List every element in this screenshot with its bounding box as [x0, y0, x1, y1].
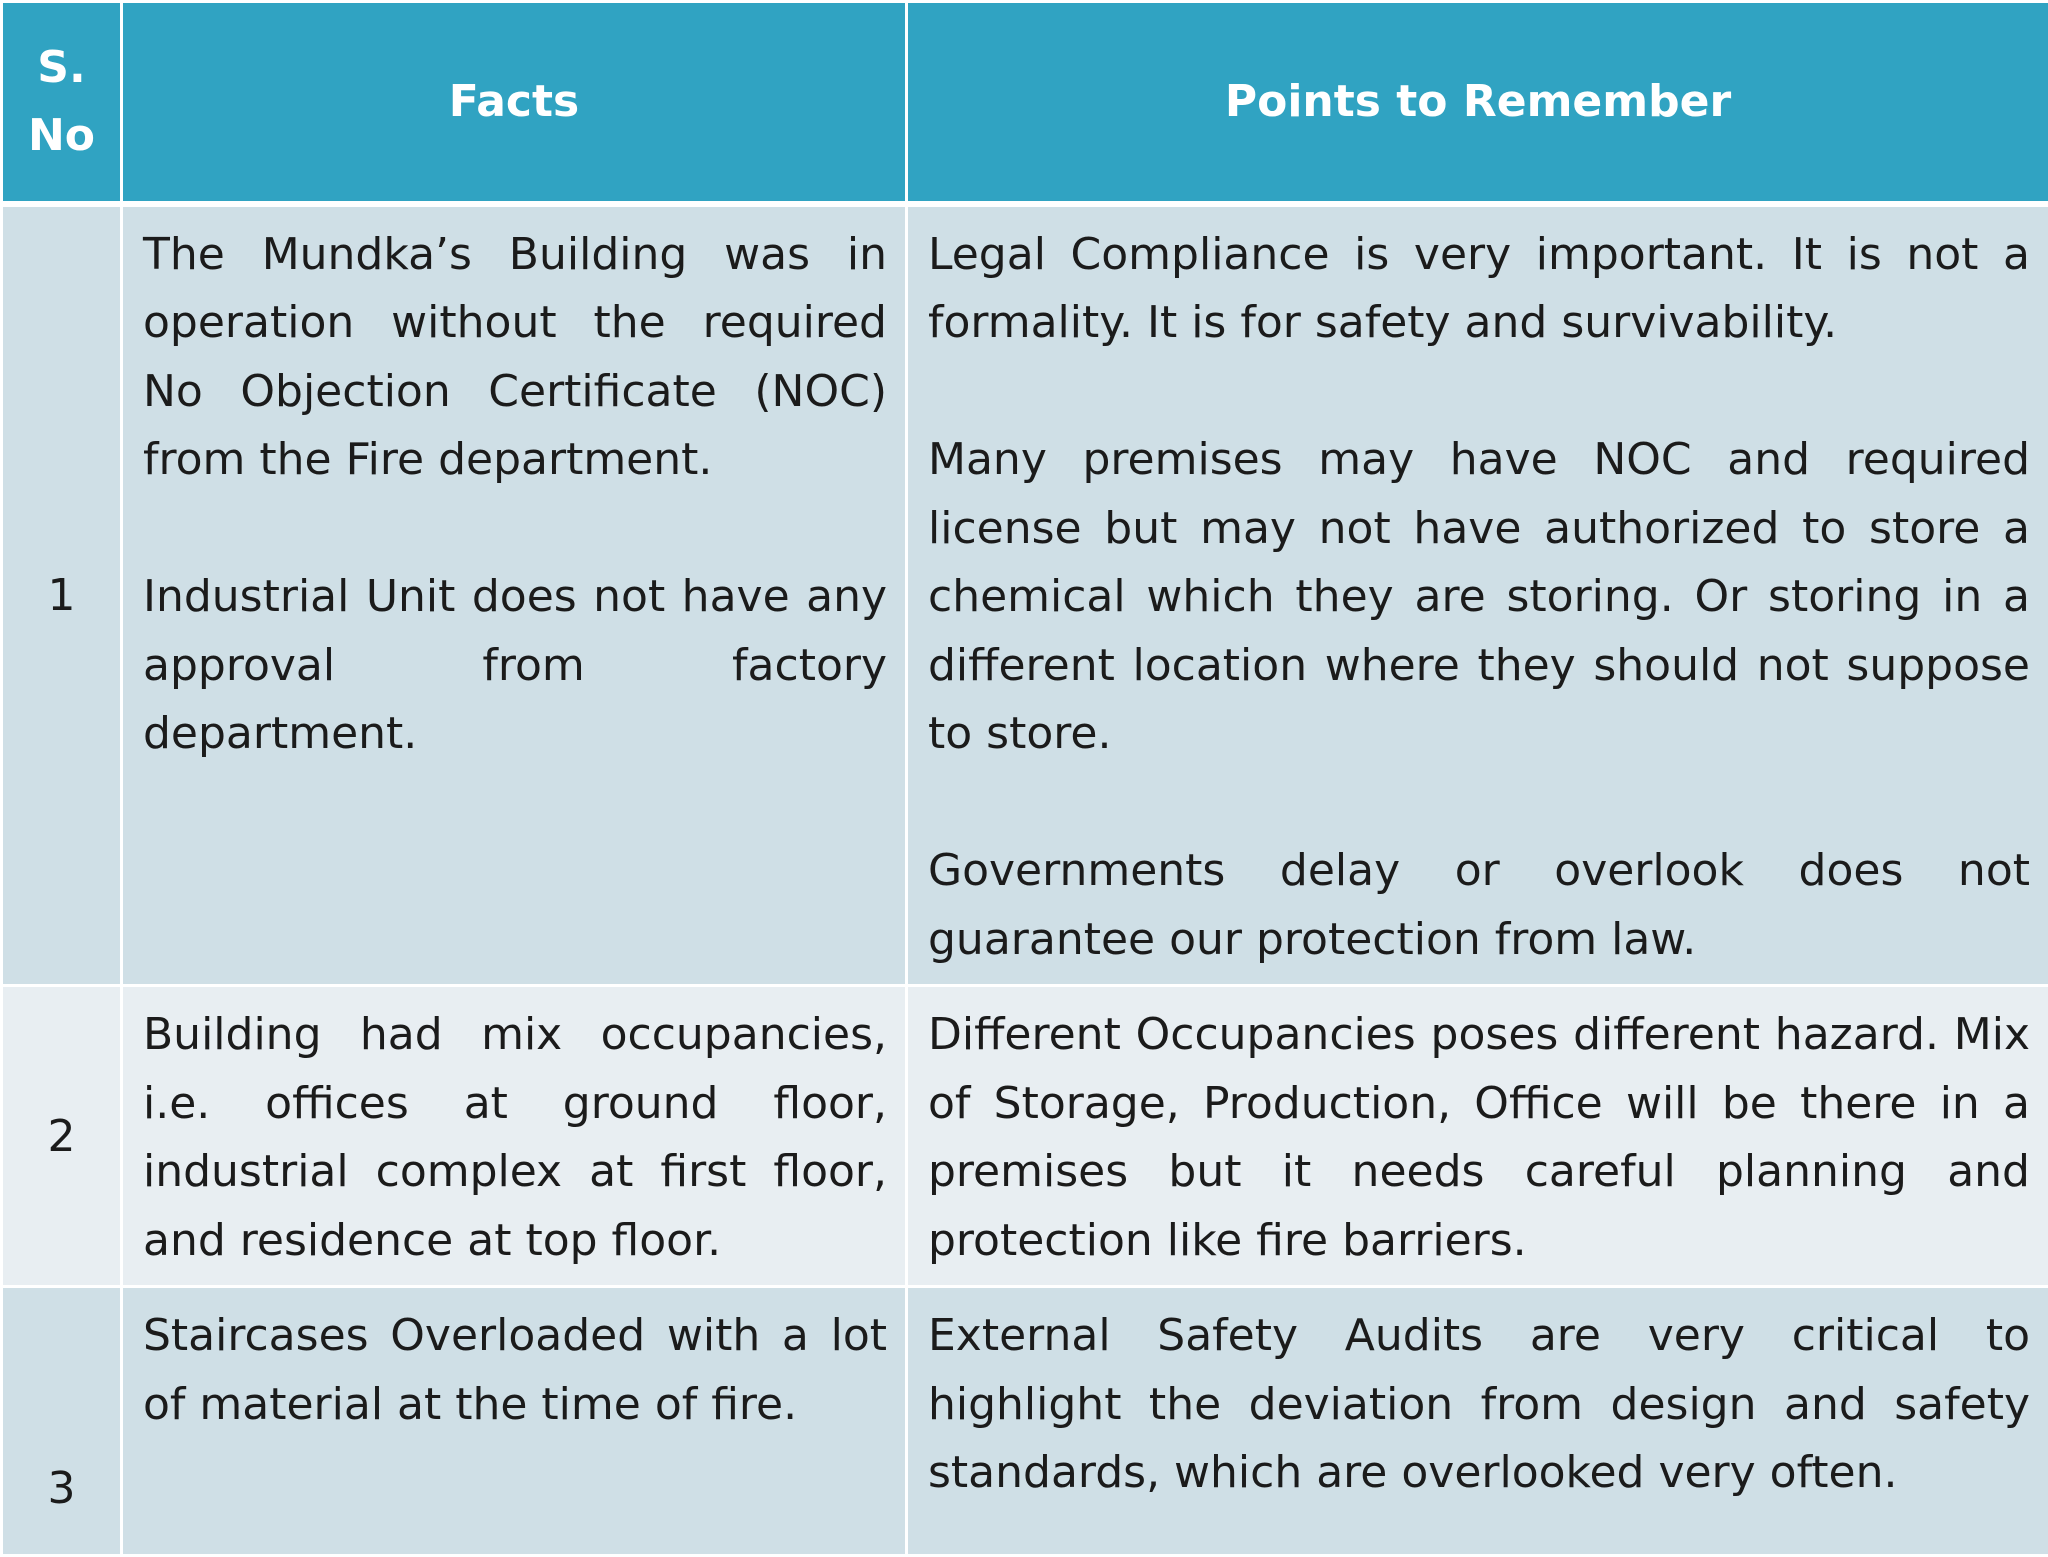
serial-number: 3: [2, 1287, 122, 1556]
facts-cell: [122, 986, 907, 1287]
point-paragraph: Governments delay or overlook does not guarantee our protection from law.: [928, 837, 2030, 974]
table-row: [2, 204, 2048, 986]
fact-paragraph: The Mundka’s Building was in operation without the required No Objection Certificate (NOC) from the Fire department.: [143, 221, 887, 495]
header-sno: [2, 2, 122, 204]
serial-number: 1: [2, 204, 122, 986]
fact-paragraph: Building had mix occupancies, i.e. offices at ground floor, industrial complex at first floor, and residence at top floor.: [143, 1001, 887, 1275]
facts-cell: [122, 204, 907, 986]
serial-number: 2: [2, 986, 122, 1287]
header-points: Points to Remember: [907, 2, 2048, 204]
fact-paragraph: Industrial Unit does not have any approval from factory department.: [143, 563, 887, 769]
points-cell: [907, 986, 2048, 1287]
table-row: [2, 986, 2048, 1287]
facts-cell: [122, 1287, 907, 1556]
header-row: [2, 2, 2048, 204]
point-paragraph: Legal Compliance is very important. It is not a formality. It is for safety and survivability.: [928, 221, 2030, 358]
table-row: [2, 1287, 2048, 1556]
header-sno-line1: S.: [37, 42, 85, 93]
point-paragraph: Many premises may have NOC and required license but may not have authorized to store a chemical which they are storing. Or storing in a different location where they should not suppose to store.: [928, 426, 2030, 769]
points-cell: [907, 204, 2048, 986]
point-paragraph: Different Occupancies poses different hazard. Mix of Storage, Production, Office will be there in a premises but it needs careful planning and protection like fire barriers.: [928, 1001, 2030, 1275]
point-paragraph: External Safety Audits are very critical to highlight the deviation from design and safety standards, which are overlooked very often.: [928, 1302, 2030, 1508]
header-sno-line2: No: [28, 110, 95, 161]
header-facts: Facts: [122, 2, 907, 204]
fact-paragraph: Staircases Overloaded with a lot of material at the time of fire.: [143, 1302, 887, 1439]
points-cell: [907, 1287, 2048, 1556]
